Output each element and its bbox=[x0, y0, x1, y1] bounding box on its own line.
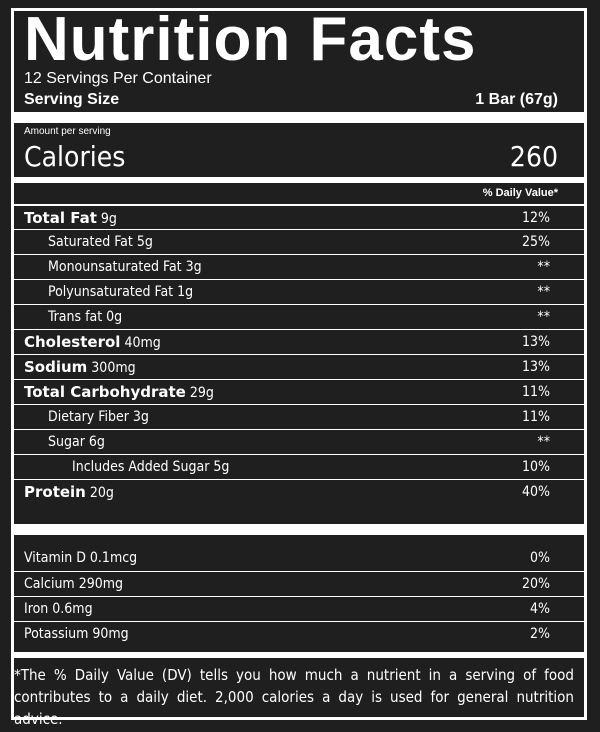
nutrient-row bbox=[14, 279, 586, 304]
nutrient-name bbox=[24, 480, 114, 505]
nutrient-name bbox=[24, 355, 136, 380]
vitamin-name bbox=[24, 546, 137, 570]
nutrient-row bbox=[14, 204, 586, 229]
nutrient-daily-value: 10% bbox=[522, 459, 550, 475]
nutrient-row bbox=[14, 229, 586, 254]
nutrient-row bbox=[14, 379, 586, 404]
vitamin-name-text: Calcium bbox=[24, 576, 75, 592]
nutrient-name bbox=[72, 455, 229, 479]
nutrient-row bbox=[14, 454, 586, 479]
nutrient-name-text: Trans fat bbox=[48, 309, 103, 325]
vitamin-row bbox=[14, 546, 586, 571]
nutrient-daily-value: 12% bbox=[522, 210, 550, 226]
nutrient-name bbox=[48, 430, 105, 454]
nutrient-daily-value: ** bbox=[537, 434, 550, 450]
nutrient-row bbox=[14, 329, 586, 354]
nutrient-name bbox=[48, 280, 193, 304]
nutrient-row bbox=[14, 354, 586, 379]
vitamin-amount: 290mg bbox=[78, 576, 124, 592]
nutrient-amount: 5g bbox=[136, 234, 153, 250]
nutrient-daily-value: 11% bbox=[522, 384, 550, 400]
nutrient-amount: 1g bbox=[177, 284, 194, 300]
nutrient-daily-value: ** bbox=[537, 259, 550, 275]
footnote bbox=[14, 664, 574, 730]
vitamin-daily-value: 0% bbox=[530, 550, 550, 566]
vitamin-daily-value: 2% bbox=[530, 626, 550, 642]
nutrient-daily-value: 13% bbox=[522, 359, 550, 375]
nutrient-amount: 3g bbox=[185, 259, 202, 275]
nutrient-name bbox=[48, 230, 153, 254]
nutrient-name-text: Protein bbox=[24, 483, 86, 501]
vitamin-name bbox=[24, 572, 123, 596]
nutrient-list bbox=[14, 204, 586, 504]
vitamin-list bbox=[14, 546, 586, 646]
label-title: Nutrition Facts bbox=[24, 5, 477, 74]
vitamin-daily-value: 4% bbox=[530, 601, 550, 617]
divider-medium-2 bbox=[14, 652, 586, 658]
nutrient-amount: 300mg bbox=[91, 360, 136, 376]
nutrient-name bbox=[24, 380, 214, 405]
nutrient-daily-value: 13% bbox=[522, 334, 550, 350]
nutrient-amount: 9g bbox=[100, 211, 117, 227]
calories-label: Calories bbox=[24, 140, 126, 173]
nutrient-name-text: Sodium bbox=[24, 358, 88, 376]
calories-row bbox=[24, 138, 558, 176]
nutrient-amount: 6g bbox=[88, 434, 105, 450]
vitamin-name-text: Potassium bbox=[24, 626, 89, 642]
serving-size-label: Serving Size bbox=[24, 91, 120, 108]
vitamin-row bbox=[14, 621, 586, 646]
vitamin-name bbox=[24, 597, 93, 621]
nutrient-name-text: Total Carbohydrate bbox=[24, 383, 186, 401]
vitamin-name-text: Iron bbox=[24, 601, 49, 617]
divider-thick bbox=[14, 112, 586, 123]
nutrient-daily-value: 25% bbox=[522, 234, 550, 250]
nutrient-name-text: Polyunsaturated Fat bbox=[48, 284, 174, 300]
nutrient-name bbox=[24, 206, 117, 231]
nutrient-name-text: Saturated Fat bbox=[48, 234, 133, 250]
nutrient-name bbox=[48, 405, 149, 429]
nutrient-daily-value: 40% bbox=[522, 484, 550, 500]
calories-value: 260 bbox=[509, 140, 558, 173]
vitamin-amount: 0.1mcg bbox=[89, 550, 138, 566]
nutrient-name bbox=[48, 305, 122, 329]
divider-medium bbox=[14, 177, 586, 183]
nutrient-name-text: Monounsaturated Fat bbox=[48, 259, 182, 275]
nutrient-amount: 40mg bbox=[124, 335, 161, 351]
vitamin-name bbox=[24, 622, 129, 646]
serving-size-row bbox=[24, 89, 558, 111]
nutrient-row bbox=[14, 479, 586, 504]
daily-value-header: % Daily Value* bbox=[482, 187, 558, 199]
nutrient-amount: 29g bbox=[189, 385, 214, 401]
vitamin-name-text: Vitamin D bbox=[24, 550, 86, 566]
vitamin-row bbox=[14, 571, 586, 596]
nutrient-amount: 20g bbox=[89, 485, 114, 501]
divider-thick-2 bbox=[14, 524, 586, 535]
nutrient-daily-value: ** bbox=[537, 284, 550, 300]
nutrient-row bbox=[14, 404, 586, 429]
nutrient-name-text: Total Fat bbox=[24, 209, 97, 227]
nutrient-amount: 0g bbox=[106, 309, 123, 325]
nutrient-name bbox=[24, 330, 161, 355]
serving-size-value: 1 Bar (67g) bbox=[475, 91, 558, 108]
nutrient-name-text: Includes Added Sugar bbox=[72, 459, 210, 475]
footnote-line-1: *The % Daily Value (DV) tells you how much a nutrient in a serving of food bbox=[14, 666, 574, 684]
nutrient-amount: 5g bbox=[213, 459, 230, 475]
nutrient-amount: 3g bbox=[132, 409, 149, 425]
footnote-line-2: contributes to a daily diet. 2,000 calories a day is used for general nutrition advice. bbox=[14, 688, 574, 728]
amount-per-serving: Amount per serving bbox=[24, 126, 111, 137]
nutrient-name-text: Dietary Fiber bbox=[48, 409, 129, 425]
vitamin-daily-value: 20% bbox=[522, 576, 550, 592]
servings-per-container: 12 Servings Per Container bbox=[24, 70, 212, 87]
nutrient-row bbox=[14, 429, 586, 454]
nutrient-daily-value: 11% bbox=[522, 409, 550, 425]
nutrient-name-text: Sugar bbox=[48, 434, 85, 450]
vitamin-amount: 0.6mg bbox=[52, 601, 93, 617]
vitamin-amount: 90mg bbox=[92, 626, 129, 642]
nutrient-row bbox=[14, 304, 586, 329]
nutrient-name bbox=[48, 255, 202, 279]
nutrient-row bbox=[14, 254, 586, 279]
nutrient-name-text: Cholesterol bbox=[24, 333, 121, 351]
nutrient-daily-value: ** bbox=[537, 309, 550, 325]
vitamin-row bbox=[14, 596, 586, 621]
